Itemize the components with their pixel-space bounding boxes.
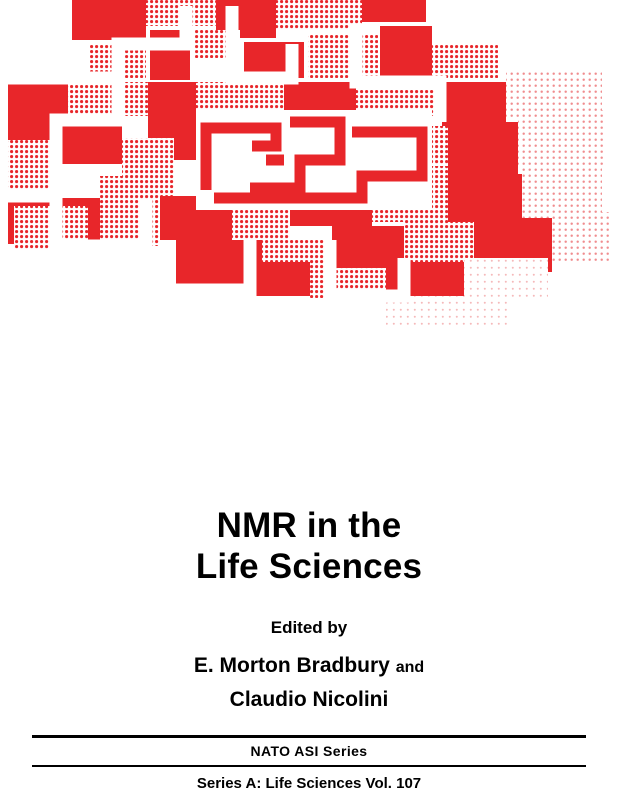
title-line-1: NMR in the <box>216 506 402 545</box>
editor-conjunction: and <box>395 659 425 676</box>
editor-name-2: Claudio Nicolini <box>229 688 389 711</box>
editor-name-1-text: E. Morton Bradbury <box>193 654 390 677</box>
footer-divider-bottom <box>32 765 586 767</box>
book-title <box>0 505 618 587</box>
series-name: NATO ASI Series <box>250 743 368 759</box>
edited-by-label: Edited by <box>270 618 348 637</box>
editor-name-1 <box>0 650 618 684</box>
series-subtitle: Series A: Life Sciences Vol. 107 <box>196 775 422 792</box>
editor-list <box>0 650 618 716</box>
maze-blocks-graphic <box>0 0 618 335</box>
footer-divider-top <box>32 735 586 738</box>
title-line-2: Life Sciences <box>195 547 423 586</box>
